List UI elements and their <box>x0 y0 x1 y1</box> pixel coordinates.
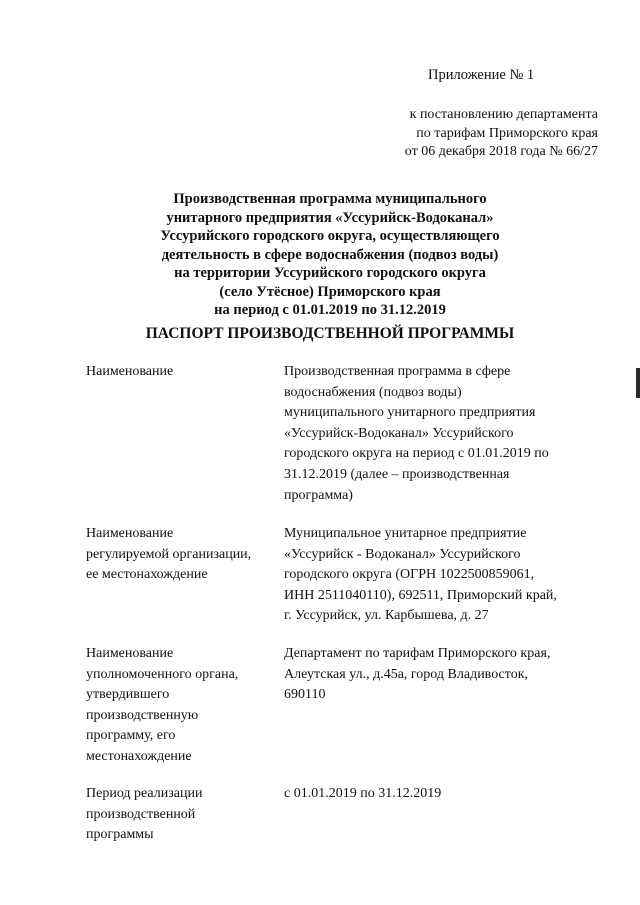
row-value-line: «Уссурийск-Водоканал» Уссурийского <box>284 425 514 441</box>
appendix-reference-line: к постановлению департамента <box>409 107 598 122</box>
row-value-line: г. Уссурийск, ул. Карбышева, д. 27 <box>284 608 489 624</box>
row-label <box>86 784 276 846</box>
row-value-line: муниципального унитарного предприятия <box>284 405 536 421</box>
row-label-line: Наименование <box>86 526 174 541</box>
row-label-line: утвердившего <box>86 687 170 703</box>
scan-edge-mark <box>636 368 640 398</box>
row-value-line: ИНН 2511040110), 692511, Приморский край, <box>284 587 557 603</box>
row-value-line: Алеутская ул., д.45а, город Владивосток, <box>284 666 528 682</box>
row-label <box>86 644 276 768</box>
row-label <box>86 524 276 586</box>
row-label-line: Наименование <box>86 646 174 661</box>
row-value-line: 690110 <box>284 687 326 703</box>
row-value-line: 31.12.2019 (далее – производственная <box>284 466 510 482</box>
program-title-line: (село Утёсное) Приморского края <box>219 283 441 300</box>
program-title-line: на период с 01.01.2019 по 31.12.2019 <box>214 302 446 318</box>
row-label-line: регулируемой организации, <box>86 546 252 562</box>
row-label-line: производственную <box>86 707 199 723</box>
row-label-line: программу, его <box>86 728 176 744</box>
passport-title: ПАСПОРТ ПРОИЗВОДСТВЕННОЙ ПРОГРАММЫ <box>145 325 515 342</box>
program-title-line: унитарного предприятия «Уссурийск-Водоканал» <box>166 209 494 226</box>
program-title <box>100 190 560 320</box>
row-value-line: городского округа (ОГРН 1022500859061, <box>284 567 535 583</box>
program-title-line: Производственная программа муниципального <box>173 191 487 207</box>
row-value <box>284 784 594 805</box>
appendix-reference-line: от 06 декабря 2018 года № 66/27 <box>404 144 598 159</box>
row-label <box>86 362 276 383</box>
row-value-line: городского округа на период с 01.01.2019 по <box>284 446 549 462</box>
program-title-line: Уссурийского городского округа, осуществляющего <box>160 228 500 244</box>
row-value-line: «Уссурийск - Водоканал» Уссурийского <box>284 546 521 562</box>
row-label-line: местонахождение <box>86 748 192 764</box>
row-value-line: программа) <box>284 487 353 503</box>
appendix-reference-line: по тарифам Приморского края <box>416 125 598 141</box>
row-value <box>284 524 594 627</box>
row-value <box>284 362 594 506</box>
row-label-line: ее местонахождение <box>86 567 208 583</box>
program-title-line: на территории Уссурийского городского округа <box>174 265 486 281</box>
row-value-line: Муниципальное унитарное предприятие <box>284 526 527 541</box>
row-label-line: программы <box>86 827 154 843</box>
row-label-line: Наименование <box>86 364 174 379</box>
row-value-line: с 01.01.2019 по 31.12.2019 <box>284 786 442 801</box>
row-label-line: уполномоченного органа, <box>86 666 239 682</box>
row-value-line: Производственная программа в сфере <box>284 364 511 379</box>
row-value <box>284 644 594 706</box>
row-value-line: Департамент по тарифам Приморского края, <box>284 646 551 661</box>
row-label-line: Период реализации <box>86 786 203 801</box>
appendix-title: Приложение № 1 <box>428 67 535 83</box>
row-value-line: водоснабжения (подвоз воды) <box>284 384 462 400</box>
appendix-reference <box>368 106 598 162</box>
row-label-line: производственной <box>86 806 196 822</box>
program-title-line: деятельность в сфере водоснабжения (подвоз воды) <box>161 246 499 263</box>
